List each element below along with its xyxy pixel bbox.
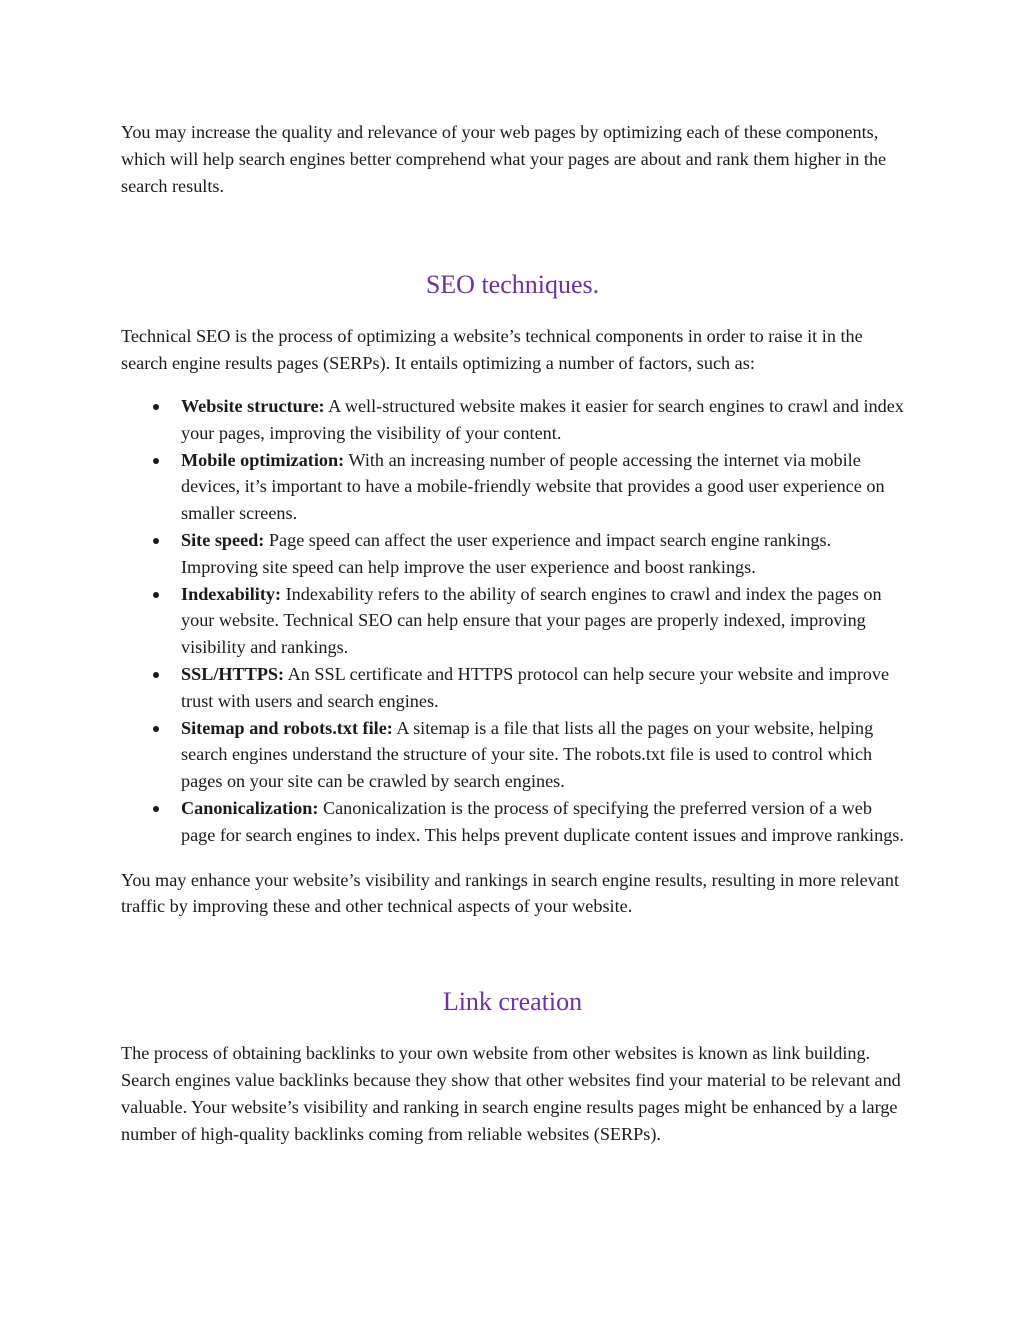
bullet-icon bbox=[153, 538, 159, 544]
list-item-text: Indexability refers to the ability of search engines to crawl and index the pages on your website. Technical SEO can help ensure that your pages are properly indexed, improving visibility and rankings. bbox=[181, 583, 882, 658]
list-item-text: Page speed can affect the user experience and impact search engine rankings. Improving site speed can help improve the user experience and boost rankings. bbox=[181, 529, 832, 577]
bullet-icon bbox=[153, 458, 159, 464]
list-item-text: An SSL certificate and HTTPS protocol can help secure your website and improve trust with users and search engines. bbox=[181, 663, 890, 711]
list-item bbox=[121, 527, 904, 581]
list-item bbox=[121, 795, 904, 849]
list-item-text: A well-structured website makes it easier for search engines to crawl and index your pages, improving the visibility of your content. bbox=[181, 395, 904, 443]
list-item-term: Canonicalization: bbox=[181, 797, 319, 818]
seo-intro-paragraph: Technical SEO is the process of optimizing a website’s technical components in order to raise it in the search engine results pages (SERPs). It entails optimizing a number of factors, such as: bbox=[121, 326, 863, 374]
bullet-icon bbox=[153, 404, 159, 410]
bullet-icon bbox=[153, 726, 159, 732]
list-item-text: With an increasing number of people accessing the internet via mobile devices, it’s important to have a mobile-friendly website that provides a good user experience on smaller screens. bbox=[181, 449, 885, 524]
bullet-icon bbox=[153, 672, 159, 678]
list-item-term: Mobile optimization: bbox=[181, 449, 345, 470]
intro-paragraph: You may increase the quality and relevance of your web pages by optimizing each of these components, which will help search engines better comprehend what your pages are about and rank them higher in the search results. bbox=[121, 122, 887, 196]
bullet-icon bbox=[153, 806, 159, 812]
list-item bbox=[121, 393, 904, 447]
list-item bbox=[121, 661, 904, 715]
bullet-icon bbox=[153, 592, 159, 598]
list-item bbox=[121, 715, 904, 795]
list-item-term: Site speed: bbox=[181, 529, 265, 550]
seo-factor-list bbox=[121, 393, 904, 849]
seo-closing-paragraph: You may enhance your website’s visibility and rankings in search engine results, resulting in more relevant traffic by improving these and other technical aspects of your website. bbox=[121, 869, 900, 917]
list-item-text: Canonicalization is the process of specifying the preferred version of a web page for search engines to index. This helps prevent duplicate content issues and improve rankings. bbox=[181, 797, 904, 845]
link-creation-heading: Link creation bbox=[442, 987, 583, 1017]
list-item-term: SSL/HTTPS: bbox=[181, 663, 285, 684]
list-item-text: A sitemap is a file that lists all the pages on your website, helping search engines understand the structure of your site. The robots.txt file is used to control which pages on your site can be crawled by search engines. bbox=[181, 717, 874, 792]
link-creation-paragraph: The process of obtaining backlinks to your own website from other websites is known as link building. Search engines value backlinks because they show that other websites find your material to be relevant and valuable. Your website’s visibility and ranking in search engine results pages might be enhanced by a large number of high-quality backlinks coming from reliable websites (SERPs). bbox=[121, 1043, 901, 1144]
list-item-term: Indexability: bbox=[181, 583, 282, 604]
list-item-term: Website structure: bbox=[181, 395, 325, 416]
seo-techniques-heading: SEO techniques. bbox=[425, 270, 600, 300]
list-item-term: Sitemap and robots.txt file: bbox=[181, 717, 393, 738]
list-item bbox=[121, 581, 904, 661]
list-item bbox=[121, 447, 904, 527]
